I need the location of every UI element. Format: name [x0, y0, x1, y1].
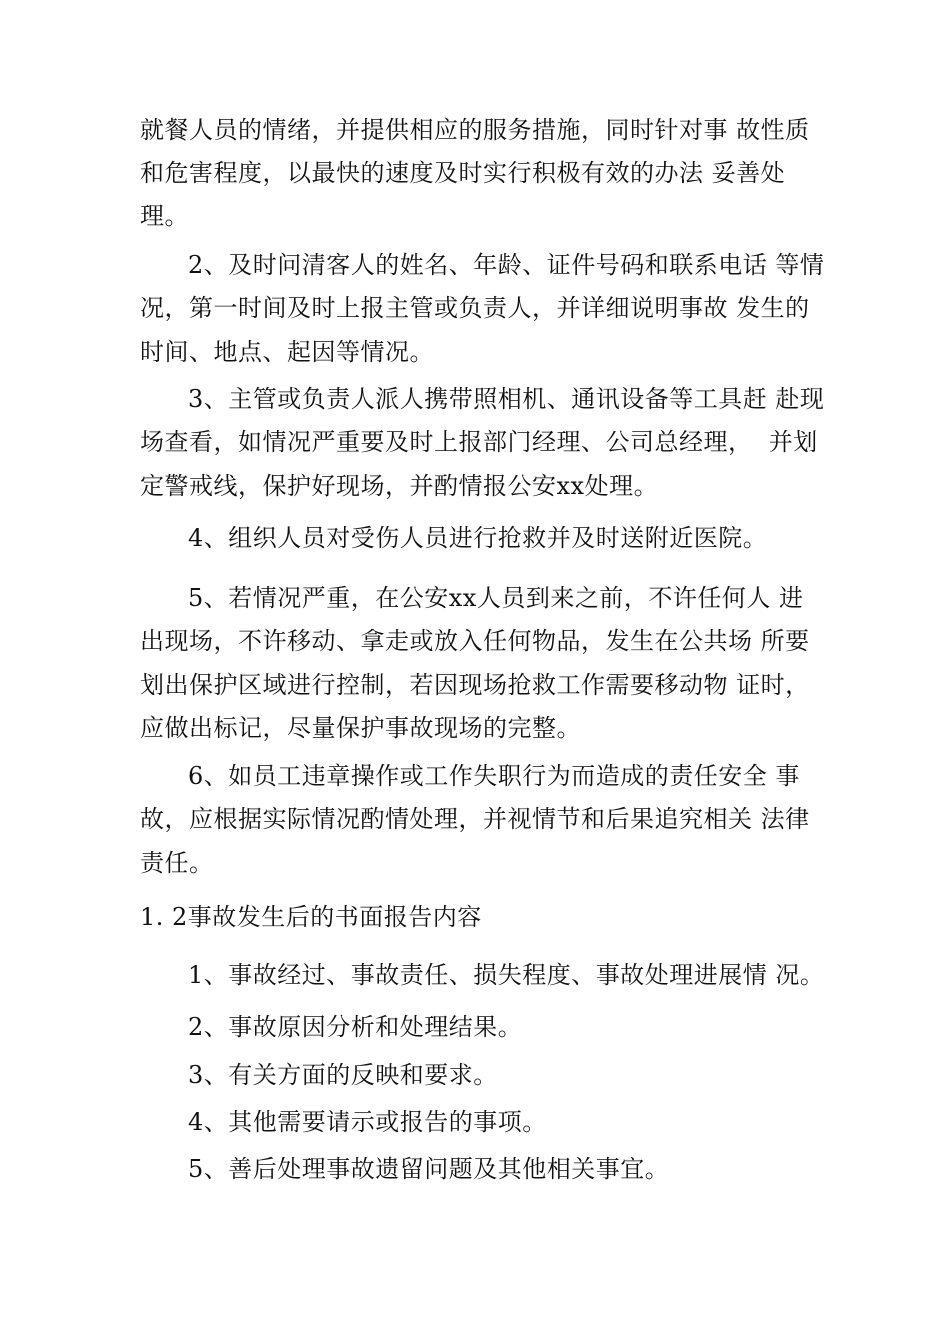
paragraph-2-line-2: 况，第一时间及时上报主管或负责人，并详细说明事故 发生的 [140, 294, 810, 322]
report-item-4: 4、其他需要请示或报告的事项。 [188, 1108, 547, 1136]
report-item-2: 2、事故原因分析和处理结果。 [188, 1013, 523, 1041]
paragraph-1-line-3: 理。 [140, 202, 189, 230]
paragraph-6-line-3: 责任。 [140, 849, 214, 877]
paragraph-1-line-2: 和危害程度，以最快的速度及时实行积极有效的办法 妥善处 [140, 159, 786, 187]
paragraph-6-line-2: 故，应根据实际情况酌情处理，并视情节和后果追究相关 法律 [140, 805, 810, 833]
report-item-1: 1、事故经过、事故责任、损失程度、事故处理进展情 况。 [188, 961, 825, 989]
paragraph-2-line-3: 时间、地点、起因等情况。 [140, 338, 434, 366]
section-heading: 1. 2事故发生后的书面报告内容 [140, 903, 482, 931]
paragraph-4-line-1: 4、组织人员对受伤人员进行抢救并及时送附近医院。 [188, 524, 768, 552]
paragraph-1-line-1: 就餐人员的情绪，并提供相应的服务措施，同时针对事 故性质 [140, 116, 810, 144]
paragraph-3-line-2: 场查看，如情况严重要及时上报部门经理、公司总经理， 并划 [140, 428, 818, 456]
paragraph-6-line-1: 6、如员工违章操作或工作失职行为而造成的责任安全 事 [188, 762, 800, 790]
paragraph-3-line-3: 定警戒线，保护好现场，并酌情报公安xx处理。 [140, 472, 659, 500]
paragraph-5-line-4: 应做出标记，尽量保护事故现场的完整。 [140, 714, 581, 742]
paragraph-2-line-1: 2、及时问清客人的姓名、年龄、证件号码和联系电话 等情 [188, 251, 825, 279]
paragraph-5-line-1: 5、若情况严重，在公安xx人员到来之前，不许任何人 进 [188, 584, 804, 612]
paragraph-5-line-2: 出现场，不许移动、拿走或放入任何物品，发生在公共场 所要 [140, 627, 810, 655]
paragraph-3-line-1: 3、主管或负责人派人携带照相机、通讯设备等工具赶 赴现 [188, 385, 825, 413]
paragraph-5-line-3: 划出保护区域进行控制，若因现场抢救工作需要移动物 证时， [140, 671, 810, 699]
report-item-5: 5、善后处理事故遗留问题及其他相关事宜。 [188, 1155, 670, 1183]
report-item-3: 3、有关方面的反映和要求。 [188, 1061, 498, 1089]
